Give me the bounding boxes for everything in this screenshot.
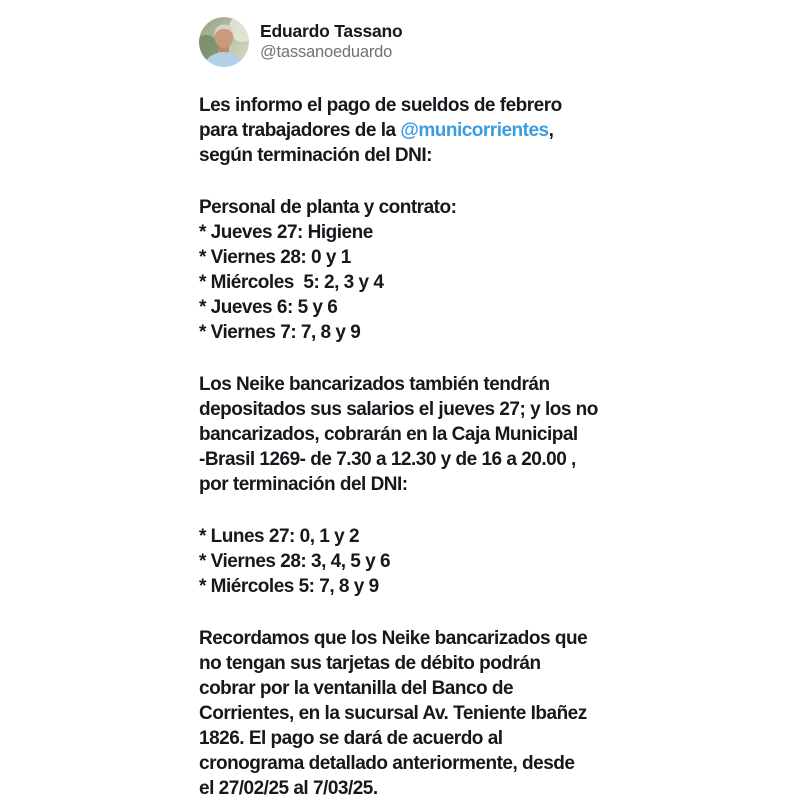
reminder-line: el 27/02/25 al 7/03/25.: [199, 778, 378, 799]
neike-line: por terminación del DNI:: [199, 474, 408, 495]
tweet-card: [199, 17, 639, 801]
intro-line-3: según terminación del DNI:: [199, 145, 432, 166]
author-meta: [260, 21, 403, 63]
reminder-line: 1826. El pago se dará de acuerdo al: [199, 728, 503, 749]
reminder-paragraph: [199, 626, 639, 801]
intro-line-2-prefix: para trabajadores de la: [199, 120, 401, 141]
reminder-line: Recordamos que los Neike bancarizados que: [199, 628, 588, 649]
reminder-line: cobrar por la ventanilla del Banco de: [199, 678, 514, 699]
avatar[interactable]: [199, 17, 249, 67]
neike-line: bancarizados, cobrarán en la Caja Municipal: [199, 424, 578, 445]
schedule-item: * Viernes 28: 0 y 1: [199, 247, 351, 268]
schedule-item: * Viernes 7: 7, 8 y 9: [199, 322, 361, 343]
schedule-item: * Miércoles 5: 2, 3 y 4: [199, 272, 384, 293]
neike-line: Los Neike bancarizados también tendrán: [199, 374, 550, 395]
schedule-item: * Miércoles 5: 7, 8 y 9: [199, 576, 379, 597]
schedule-item: * Jueves 27: Higiene: [199, 222, 373, 243]
caja-schedule: [199, 524, 639, 599]
schedule-item: * Viernes 28: 3, 4, 5 y 6: [199, 551, 391, 572]
author-handle[interactable]: @tassanoeduardo: [260, 43, 393, 61]
schedule-item: * Jueves 6: 5 y 6: [199, 297, 338, 318]
neike-line: depositados sus salarios el jueves 27; y los no: [199, 399, 598, 420]
reminder-line: Corrientes, en la sucursal Av. Teniente Ibañez: [199, 703, 587, 724]
author-name[interactable]: Eduardo Tassano: [260, 21, 403, 41]
reminder-line: cronograma detallado anteriormente, desde: [199, 753, 575, 774]
mention-link[interactable]: @municorrientes: [400, 120, 549, 141]
intro-line-2: [199, 118, 639, 143]
profile-photo-icon: [199, 17, 249, 67]
reminder-line: no tengan sus tarjetas de débito podrán: [199, 653, 541, 674]
intro-line-2-suffix: ,: [548, 120, 554, 141]
schedule-item: * Lunes 27: 0, 1 y 2: [199, 526, 360, 547]
author-header: [199, 17, 639, 67]
neike-paragraph: [199, 372, 639, 497]
intro-paragraph: [199, 93, 639, 168]
neike-line: -Brasil 1269- de 7.30 a 12.30 y de 16 a 20.00 ,: [199, 449, 576, 470]
intro-line-1: Les informo el pago de sueldos de febrero: [199, 95, 562, 116]
planta-heading: Personal de planta y contrato:: [199, 197, 457, 218]
planta-schedule: [199, 195, 639, 345]
